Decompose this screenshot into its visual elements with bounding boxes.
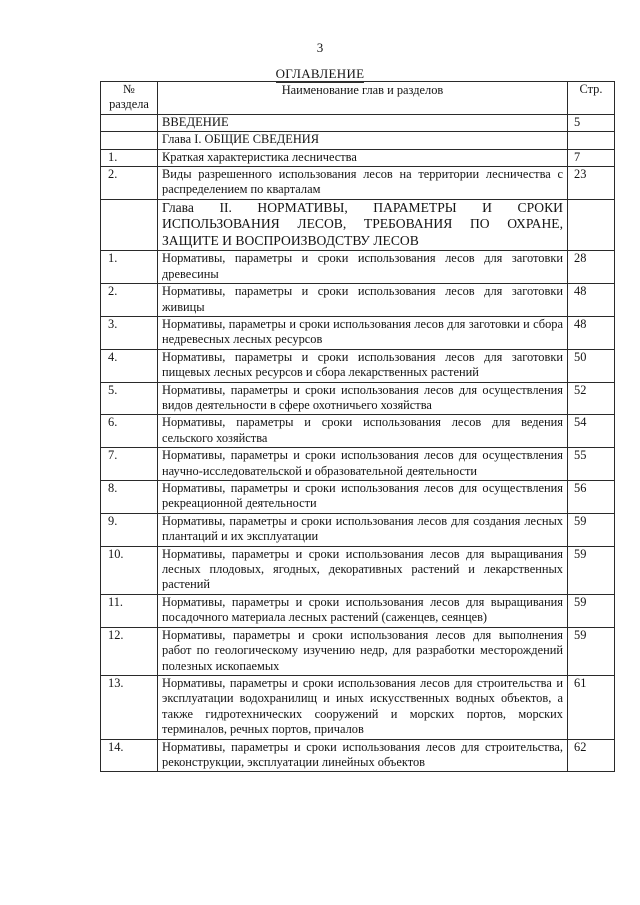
- toc-row-number: 1.: [101, 149, 158, 166]
- toc-row-page: 59: [568, 594, 615, 627]
- toc-row-title: Нормативы, параметры и сроки использования лесов для выращивания лесных плодовых, ягодных, декоративных растений и лекарственных растений: [158, 546, 568, 594]
- toc-row-page: 7: [568, 149, 615, 166]
- toc-row-number: 13.: [101, 675, 158, 739]
- toc-row: [101, 167, 615, 200]
- toc-row-page: 48: [568, 316, 615, 349]
- toc-row: [101, 316, 615, 349]
- toc-row: [101, 481, 615, 514]
- toc-row-title: Нормативы, параметры и сроки использования лесов для ведения сельского хозяйства: [158, 415, 568, 448]
- toc-row-page: 59: [568, 513, 615, 546]
- toc-row-number: [101, 199, 158, 251]
- toc-row-title: ВВЕДЕНИЕ: [158, 114, 568, 131]
- toc-table: [100, 81, 615, 772]
- toc-row-page: 52: [568, 382, 615, 415]
- toc-row-title: Нормативы, параметры и сроки использования лесов для строительства и эксплуатации водохранилищ и иных искусственных водных объектов, а также гидротехнических сооружений и морских портов, морских терминалов, речных портов, причалов: [158, 675, 568, 739]
- toc-row: [101, 594, 615, 627]
- toc-row-page: 28: [568, 251, 615, 284]
- toc-row-page: 55: [568, 448, 615, 481]
- toc-row-number: 10.: [101, 546, 158, 594]
- toc-row-number: 5.: [101, 382, 158, 415]
- toc-row: [101, 675, 615, 739]
- toc-row-page: [568, 199, 615, 251]
- toc-row-title: Нормативы, параметры и сроки использования лесов для заготовки пищевых лесных ресурсов и сбора лекарственных растений: [158, 349, 568, 382]
- toc-row: [101, 199, 615, 251]
- toc-header-row: [101, 82, 615, 115]
- toc-row: [101, 513, 615, 546]
- toc-row-title: Краткая характеристика лесничества: [158, 149, 568, 166]
- toc-row-number: 8.: [101, 481, 158, 514]
- page-number: 3: [316, 40, 324, 55]
- toc-row-title: Нормативы, параметры и сроки использования лесов для выращивания посадочного материала лесных растений (саженцев, сеянцев): [158, 594, 568, 627]
- toc-body: [101, 114, 615, 772]
- toc-row-page: 54: [568, 415, 615, 448]
- toc-row-page: 23: [568, 167, 615, 200]
- toc-row: [101, 627, 615, 675]
- toc-heading: [0, 66, 640, 82]
- toc-row: [101, 448, 615, 481]
- toc-row-title: Нормативы, параметры и сроки использования лесов для осуществления видов деятельности в сфере охотничьего хозяйства: [158, 382, 568, 415]
- toc-row-number: 6.: [101, 415, 158, 448]
- toc-row-title: Глава I. ОБЩИЕ СВЕДЕНИЯ: [158, 132, 568, 149]
- toc-row-number: [101, 132, 158, 149]
- toc-row-page: 61: [568, 675, 615, 739]
- toc-row-title: Виды разрешенного использования лесов на территории лесничества с распределением по кварталам: [158, 167, 568, 200]
- toc-row: [101, 415, 615, 448]
- toc-row-number: 1.: [101, 251, 158, 284]
- toc-row-page: 62: [568, 739, 615, 772]
- toc-row-number: [101, 114, 158, 131]
- toc-row-title: Нормативы, параметры и сроки использования лесов для заготовки и сбора недревесных лесных ресурсов: [158, 316, 568, 349]
- toc-row-page: 50: [568, 349, 615, 382]
- header-page: Стр.: [568, 82, 615, 115]
- toc-row-number: 2.: [101, 284, 158, 317]
- toc-row-title: Глава II. НОРМАТИВЫ, ПАРАМЕТРЫ И СРОКИ ИСПОЛЬЗОВАНИЯ ЛЕСОВ, ТРЕБОВАНИЯ ПО ОХРАНЕ, ЗАЩИТЕ И ВОСПРОИЗВОДСТВУ ЛЕСОВ: [158, 199, 568, 251]
- toc-row-number: 11.: [101, 594, 158, 627]
- header-section-title: Наименование глав и разделов: [158, 82, 568, 115]
- toc-row-page: 5: [568, 114, 615, 131]
- toc-row-number: 2.: [101, 167, 158, 200]
- toc-row-number: 3.: [101, 316, 158, 349]
- toc-row-title: Нормативы, параметры и сроки использования лесов для создания лесных плантаций и их эксплуатации: [158, 513, 568, 546]
- toc-row-title: Нормативы, параметры и сроки использования лесов для осуществления рекреационной деятельности: [158, 481, 568, 514]
- toc-row: [101, 114, 615, 131]
- toc-row-page: 59: [568, 546, 615, 594]
- toc-row-page: 59: [568, 627, 615, 675]
- toc-row-page: 48: [568, 284, 615, 317]
- toc-row-page: 56: [568, 481, 615, 514]
- toc-row: [101, 284, 615, 317]
- toc-row-number: 4.: [101, 349, 158, 382]
- toc-row: [101, 149, 615, 166]
- toc-row-number: 14.: [101, 739, 158, 772]
- toc-heading-text: ОГЛАВЛЕНИЕ: [275, 66, 365, 81]
- toc-row-title: Нормативы, параметры и сроки использования лесов для заготовки древесины: [158, 251, 568, 284]
- toc-row-page: [568, 132, 615, 149]
- toc-row-title: Нормативы, параметры и сроки использования лесов для заготовки живицы: [158, 284, 568, 317]
- toc-row: [101, 132, 615, 149]
- header-section-number: № раздела: [101, 82, 158, 115]
- toc-row: [101, 546, 615, 594]
- toc-row-number: 7.: [101, 448, 158, 481]
- toc-row-number: 12.: [101, 627, 158, 675]
- toc-row: [101, 251, 615, 284]
- toc-row-number: 9.: [101, 513, 158, 546]
- toc-row: [101, 349, 615, 382]
- toc-row-title: Нормативы, параметры и сроки использования лесов для осуществления научно-исследовательской и образовательной деятельности: [158, 448, 568, 481]
- toc-row: [101, 382, 615, 415]
- toc-row-title: Нормативы, параметры и сроки использования лесов для выполнения работ по геологическому изучению недр, для разработки месторождений полезных ископаемых: [158, 627, 568, 675]
- toc-row-title: Нормативы, параметры и сроки использования лесов для строительства, реконструкции, эксплуатации линейных объектов: [158, 739, 568, 772]
- toc-row: [101, 739, 615, 772]
